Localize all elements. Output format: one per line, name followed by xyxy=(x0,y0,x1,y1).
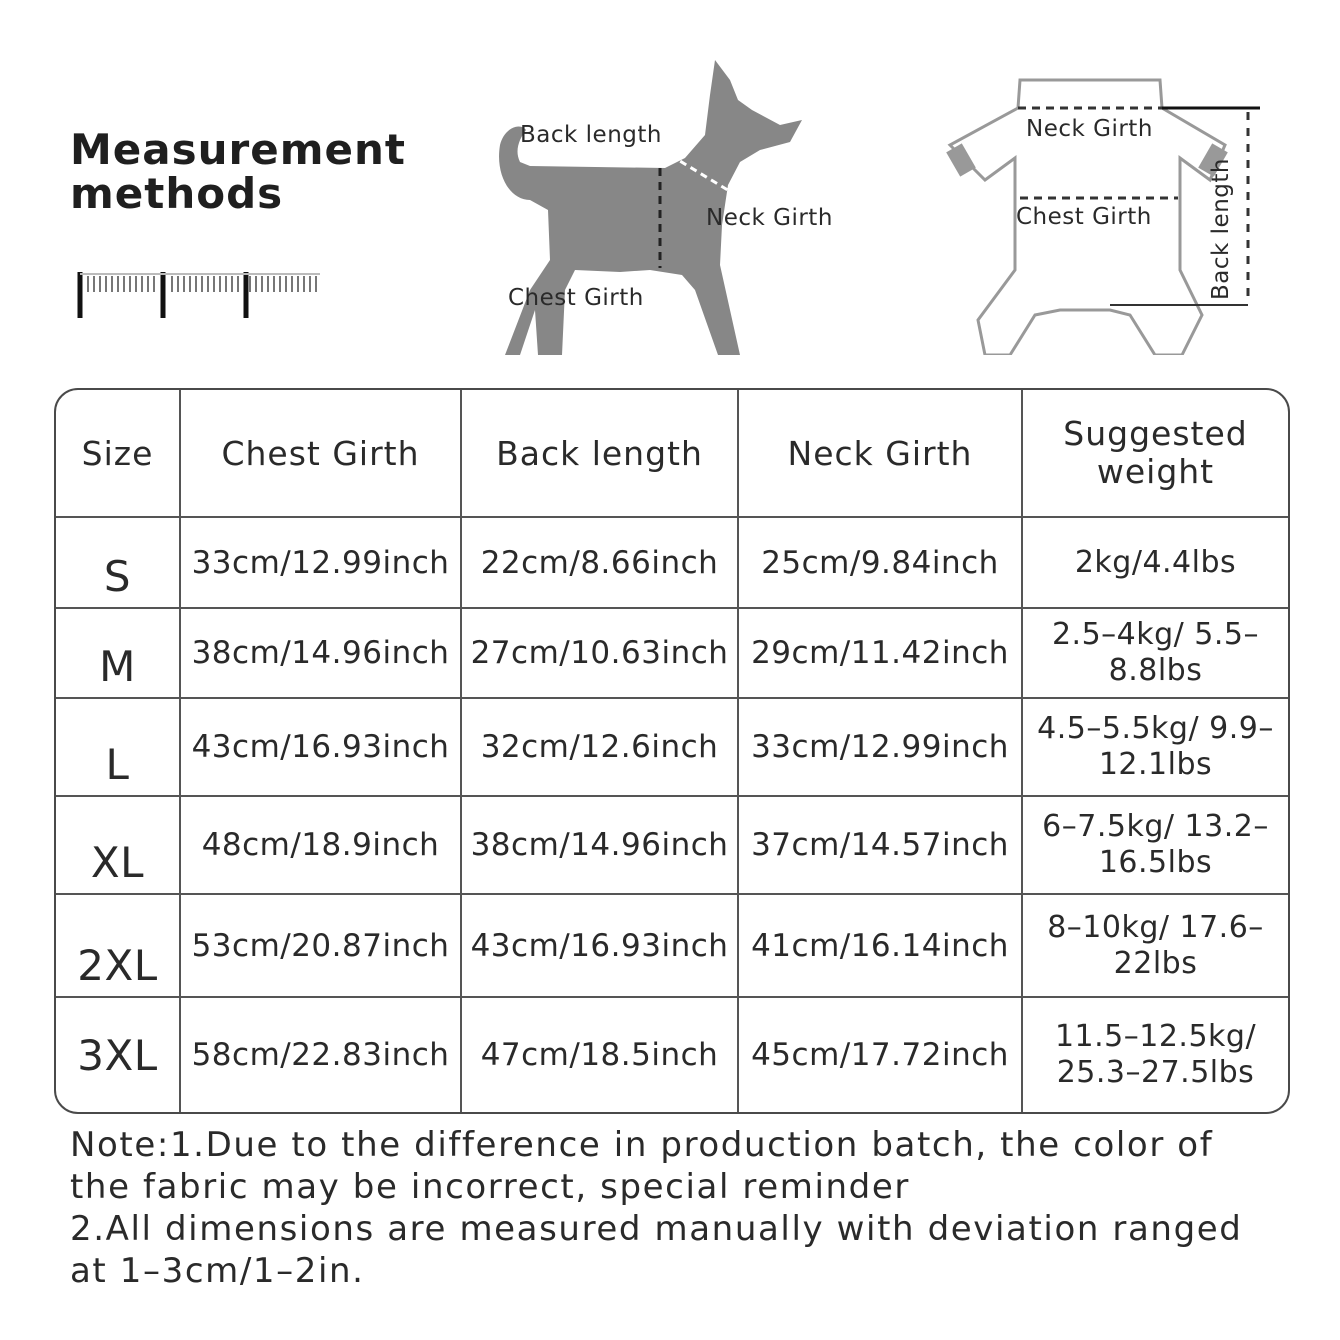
weight-cell: 8–10kg/ 17.6–22lbs xyxy=(1022,894,1288,997)
back-cell: 47cm/18.5inch xyxy=(461,997,738,1112)
suit-label-neck-girth: Neck Girth xyxy=(1026,116,1153,142)
table-row xyxy=(56,894,1288,997)
size-cell: 3XL xyxy=(56,997,180,1112)
note-line-1: Note:1.Due to the difference in production batch, the color of the fabric may be incorrect, special reminder xyxy=(70,1125,1214,1207)
table-row xyxy=(56,517,1288,608)
table-row xyxy=(56,698,1288,796)
table-row xyxy=(56,608,1288,698)
neck-cell: 33cm/12.99inch xyxy=(738,698,1022,796)
chest-cell: 43cm/16.93inch xyxy=(180,698,461,796)
size-cell: 2XL xyxy=(56,894,180,997)
size-cell: XL xyxy=(56,796,180,894)
dog-diagram xyxy=(490,50,860,355)
suit-label-back-length: Back length xyxy=(1208,158,1234,300)
note-text xyxy=(70,1124,1280,1292)
dog-label-back-length: Back length xyxy=(520,122,662,148)
header-chest-girth: Chest Girth xyxy=(180,390,461,517)
neck-cell: 25cm/9.84inch xyxy=(738,517,1022,608)
back-cell: 43cm/16.93inch xyxy=(461,894,738,997)
neck-cell: 41cm/16.14inch xyxy=(738,894,1022,997)
suit-diagram xyxy=(940,70,1300,355)
weight-cell: 6–7.5kg/ 13.2–16.5lbs xyxy=(1022,796,1288,894)
chest-cell: 53cm/20.87inch xyxy=(180,894,461,997)
chest-cell: 33cm/12.99inch xyxy=(180,517,461,608)
size-table xyxy=(54,388,1290,1114)
heading-line-2: methods xyxy=(70,169,284,218)
header-back-length: Back length xyxy=(461,390,738,517)
dog-label-chest-girth: Chest Girth xyxy=(508,285,644,311)
weight-cell: 11.5–12.5kg/ 25.3–27.5lbs xyxy=(1022,997,1288,1112)
chest-cell: 48cm/18.9inch xyxy=(180,796,461,894)
chest-cell: 58cm/22.83inch xyxy=(180,997,461,1112)
header-suggested-weight: Suggested weight xyxy=(1022,390,1288,517)
heading-line-1: Measurement xyxy=(70,125,406,174)
note-line-2: 2.All dimensions are measured manually with deviation ranged at 1–3cm/1–2in. xyxy=(70,1209,1243,1291)
table-row xyxy=(56,796,1288,894)
table-row xyxy=(56,997,1288,1112)
dog-label-neck-girth: Neck Girth xyxy=(706,205,833,231)
back-cell: 27cm/10.63inch xyxy=(461,608,738,698)
size-cell: L xyxy=(56,698,180,796)
suit-label-chest-girth: Chest Girth xyxy=(1016,204,1152,230)
table-header-row xyxy=(56,390,1288,517)
neck-cell: 29cm/11.42inch xyxy=(738,608,1022,698)
chest-cell: 38cm/14.96inch xyxy=(180,608,461,698)
back-cell: 38cm/14.96inch xyxy=(461,796,738,894)
page-heading xyxy=(70,125,406,218)
weight-cell: 2.5–4kg/ 5.5–8.8lbs xyxy=(1022,608,1288,698)
weight-cell: 4.5–5.5kg/ 9.9–12.1lbs xyxy=(1022,698,1288,796)
neck-cell: 37cm/14.57inch xyxy=(738,796,1022,894)
weight-cell: 2kg/4.4lbs xyxy=(1022,517,1288,608)
header-size: Size xyxy=(56,390,180,517)
size-cell: M xyxy=(56,608,180,698)
back-cell: 22cm/8.66inch xyxy=(461,517,738,608)
header-neck-girth: Neck Girth xyxy=(738,390,1022,517)
back-cell: 32cm/12.6inch xyxy=(461,698,738,796)
size-cell: S xyxy=(56,517,180,608)
neck-cell: 45cm/17.72inch xyxy=(738,997,1022,1112)
ruler-icon xyxy=(74,262,324,322)
